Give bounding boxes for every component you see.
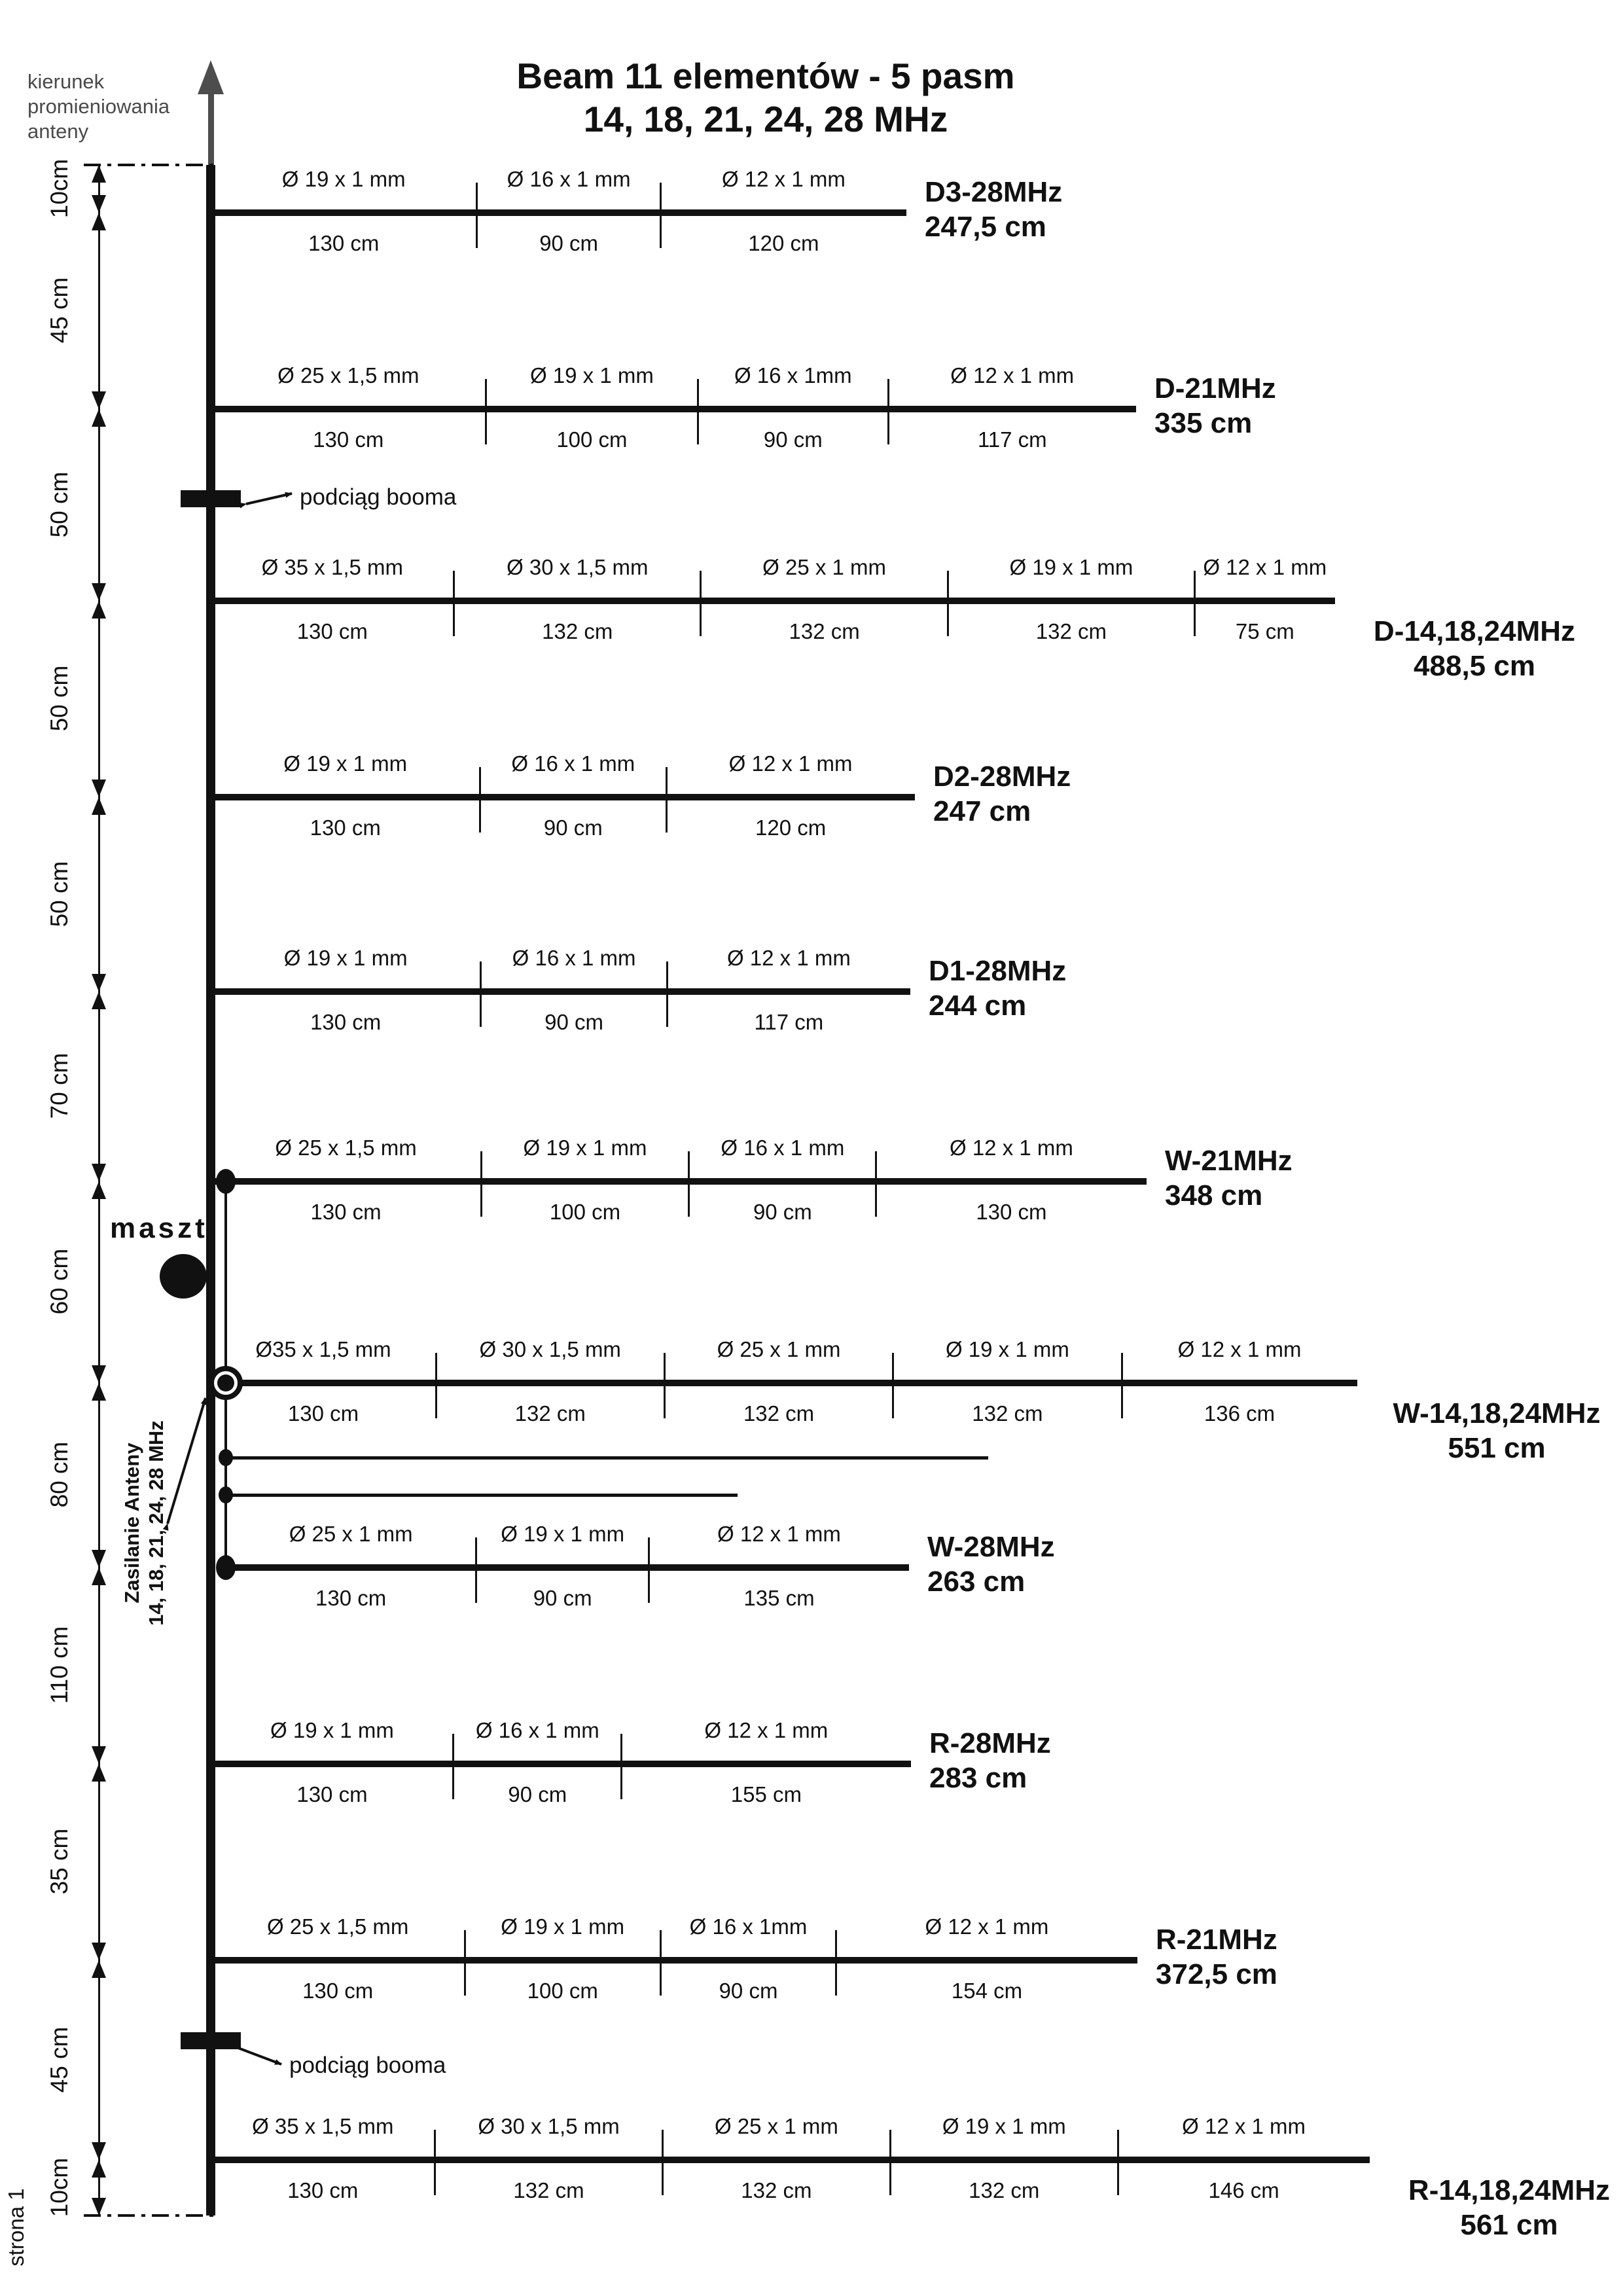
segment-diameter-label: Ø 19 x 1 mm xyxy=(523,1136,647,1160)
segment-diameter-label: Ø 12 x 1 mm xyxy=(721,167,846,191)
element-line-R-28MHz xyxy=(211,1761,911,1767)
segment-diameter-label: Ø 12 x 1 mm xyxy=(1203,555,1327,579)
dimension-arrow-up-icon xyxy=(92,409,106,427)
segment-divider-tick xyxy=(887,379,889,444)
segment-length-label: 90 cm xyxy=(543,816,603,840)
dimension-label: 80 cm xyxy=(46,1441,73,1508)
element-name-label-W-21MHz xyxy=(1165,1143,1407,1213)
boom-support-marker-2 xyxy=(181,2032,241,2049)
segment-divider-tick xyxy=(700,571,702,636)
segment-length-label: 90 cm xyxy=(544,1010,604,1034)
segment-length-label: 130 cm xyxy=(287,2178,359,2202)
segment-divider-tick xyxy=(485,379,487,444)
segment-length-label: 100 cm xyxy=(549,1200,621,1224)
feed-stub-dot xyxy=(219,1449,233,1466)
segment-diameter-label: Ø 12 x 1 mm xyxy=(950,363,1075,387)
segment-diameter-label: Ø 16 x 1 mm xyxy=(475,1718,599,1742)
segment-length-label: 130 cm xyxy=(310,1200,382,1224)
dimension-arrow-down-icon xyxy=(92,1943,106,1960)
dimension-arrow-down-icon xyxy=(92,1746,106,1764)
boom-support-marker-1 xyxy=(181,490,241,507)
segment-diameter-label: Ø 12 x 1 mm xyxy=(704,1718,829,1742)
segment-diameter-label: Ø 19 x 1 mm xyxy=(1009,555,1133,579)
dimension-arrow-down-icon xyxy=(92,195,106,213)
segment-divider-tick xyxy=(1194,571,1196,636)
dimension-arrow-down-icon xyxy=(92,1164,106,1181)
element-name: D-21MHz xyxy=(1154,372,1276,404)
segment-diameter-label: Ø 12 x 1 mm xyxy=(717,1522,841,1546)
element-total-length: 263 cm xyxy=(927,1566,1026,1598)
segment-diameter-label: Ø 25 x 1,5 mm xyxy=(266,1914,409,1939)
radiation-direction-line1: kierunek xyxy=(27,70,105,93)
feed-pointer xyxy=(168,1398,205,1524)
segment-divider-tick xyxy=(660,183,662,248)
segment-length-label: 132 cm xyxy=(741,2178,812,2202)
dimension-label: 10cm xyxy=(46,158,73,218)
segment-length-label: 90 cm xyxy=(533,1586,592,1610)
segment-diameter-label: Ø 16 x 1 mm xyxy=(507,167,631,191)
dimension-arrow-up-icon xyxy=(92,213,106,230)
segment-divider-tick xyxy=(660,1930,662,1996)
segment-divider-tick xyxy=(476,183,478,248)
element-line-W-14,18,24MHz xyxy=(211,1380,1357,1386)
segment-diameter-label: Ø 19 x 1 mm xyxy=(281,167,406,191)
dimension-arrow-up-icon xyxy=(92,601,106,619)
feed-point-dot xyxy=(216,1555,236,1580)
segment-divider-tick xyxy=(453,571,455,636)
segment-length-label: 130 cm xyxy=(296,619,368,643)
segment-length-label: 90 cm xyxy=(508,1782,567,1806)
segment-diameter-label: Ø 16 x 1mm xyxy=(689,1914,808,1939)
radiation-direction-line3: anteny xyxy=(27,120,89,143)
element-name: W-21MHz xyxy=(1165,1145,1293,1177)
boom-support-label-1: podciąg booma xyxy=(300,484,457,510)
segment-divider-tick xyxy=(664,1353,666,1418)
segment-diameter-label: Ø 12 x 1 mm xyxy=(1177,1337,1302,1361)
segment-length-label: 154 cm xyxy=(951,1979,1023,2003)
segment-diameter-label: Ø 19 x 1 mm xyxy=(501,1522,625,1546)
segment-divider-tick xyxy=(1121,1353,1123,1418)
segment-divider-tick xyxy=(434,2130,436,2195)
segment-diameter-label: Ø 35 x 1,5 mm xyxy=(261,555,403,579)
segment-length-label: 130 cm xyxy=(287,1401,359,1426)
dimension-label: 110 cm xyxy=(46,1626,73,1704)
element-total-length: 247 cm xyxy=(933,795,1031,827)
dimension-arrow-down-icon xyxy=(92,391,106,409)
segment-length-label: 90 cm xyxy=(753,1200,812,1224)
segment-diameter-label: Ø 25 x 1 mm xyxy=(714,2114,838,2138)
element-line-D1-28MHz xyxy=(211,988,910,995)
segment-length-label: 130 cm xyxy=(310,1010,382,1034)
segment-diameter-label: Ø 30 x 1,5 mm xyxy=(479,1337,621,1361)
segment-length-label: 100 cm xyxy=(527,1979,598,2003)
segment-divider-tick xyxy=(662,2130,664,2195)
segment-length-label: 132 cm xyxy=(789,619,860,643)
segment-diameter-label: Ø 12 x 1 mm xyxy=(925,1914,1049,1939)
segment-length-label: 132 cm xyxy=(972,1401,1043,1426)
element-name: W-14,18,24MHz xyxy=(1393,1397,1601,1429)
element-name-label-D-21MHz xyxy=(1154,371,1397,440)
segment-length-label: 130 cm xyxy=(308,231,380,255)
element-line-R-21MHz xyxy=(211,1957,1137,1964)
segment-length-label: 130 cm xyxy=(976,1200,1047,1224)
feed-stub-line xyxy=(226,1456,988,1460)
page-side-label: strona 1 xyxy=(4,2188,28,2267)
page-title-line2: 14, 18, 21, 24, 28 MHz xyxy=(583,99,948,139)
segment-diameter-label: Ø 35 x 1,5 mm xyxy=(252,2114,394,2138)
element-name-label-R-21MHz xyxy=(1156,1922,1398,1992)
segment-length-label: 132 cm xyxy=(513,2178,584,2202)
segment-diameter-label: Ø 19 x 1 mm xyxy=(501,1914,625,1939)
segment-length-label: 117 cm xyxy=(977,427,1047,452)
feed-stub-line xyxy=(226,1494,738,1497)
dimension-label: 50 cm xyxy=(46,861,73,927)
dimension-arrow-down-icon xyxy=(92,1550,106,1568)
segment-diameter-label: Ø 19 x 1 mm xyxy=(945,1337,1069,1361)
segment-diameter-label: Ø 16 x 1 mm xyxy=(512,946,636,970)
dimension-arrow-up-icon xyxy=(92,1960,106,1978)
segment-diameter-label: Ø 19 x 1 mm xyxy=(283,946,408,970)
segment-length-label: 90 cm xyxy=(719,1979,778,2003)
segment-divider-tick xyxy=(697,379,699,444)
segment-diameter-label: Ø 25 x 1 mm xyxy=(289,1522,413,1546)
element-total-length: 283 cm xyxy=(929,1762,1027,1794)
segment-length-label: 132 cm xyxy=(514,1401,586,1426)
segment-length-label: 130 cm xyxy=(310,816,381,840)
dimension-arrow-up-icon xyxy=(92,1568,106,1585)
dimension-arrow-up-icon xyxy=(92,165,106,183)
element-name: D1-28MHz xyxy=(929,955,1067,987)
segment-length-label: 132 cm xyxy=(1035,619,1107,643)
element-total-length: 244 cm xyxy=(929,990,1027,1022)
element-name: D3-28MHz xyxy=(925,176,1063,208)
segment-diameter-label: Ø 19 x 1 mm xyxy=(529,363,654,387)
element-name-label-D-14,18,24MHz xyxy=(1353,614,1596,683)
boom-support-pointer-1 xyxy=(246,493,292,504)
segment-diameter-label: Ø 12 x 1 mm xyxy=(726,946,851,970)
radiation-direction-line2: promieniowania xyxy=(27,95,170,118)
segment-divider-tick xyxy=(947,571,949,636)
dimension-arrow-up-icon xyxy=(92,797,106,815)
dimension-arrow-up-icon xyxy=(92,2160,106,2178)
segment-diameter-label: Ø 25 x 1,5 mm xyxy=(275,1136,417,1160)
dimension-arrow-up-icon xyxy=(92,1764,106,1782)
dimension-arrow-down-icon xyxy=(92,974,106,992)
segment-divider-tick xyxy=(435,1353,437,1418)
element-name: W-28MHz xyxy=(927,1531,1055,1563)
segment-divider-tick xyxy=(480,961,482,1027)
segment-length-label: 120 cm xyxy=(748,231,819,255)
element-name: R-14,18,24MHz xyxy=(1408,2174,1611,2206)
segment-divider-tick xyxy=(464,1930,466,1996)
segment-divider-tick xyxy=(648,1537,650,1603)
mast-label: maszt xyxy=(110,1212,208,1244)
segment-diameter-label: Ø 25 x 1 mm xyxy=(762,555,887,579)
feed-ring-dot-inner xyxy=(217,1374,234,1391)
segment-divider-tick xyxy=(892,1353,894,1418)
segment-length-label: 155 cm xyxy=(730,1782,802,1806)
dimension-arrow-down-icon xyxy=(92,780,106,797)
segment-diameter-label: Ø 16 x 1 mm xyxy=(511,751,635,776)
element-total-length: 247,5 cm xyxy=(925,211,1046,243)
dimension-label: 10cm xyxy=(46,2157,73,2217)
segment-length-label: 135 cm xyxy=(743,1586,815,1610)
segment-diameter-label: Ø 16 x 1 mm xyxy=(721,1136,845,1160)
element-total-length: 561 cm xyxy=(1460,2209,1558,2241)
element-name: R-21MHz xyxy=(1156,1924,1277,1956)
segment-divider-tick xyxy=(452,1734,454,1799)
element-total-length: 372,5 cm xyxy=(1156,1958,1277,1990)
feed-point-dot xyxy=(216,1169,236,1194)
segment-diameter-label: Ø35 x 1,5 mm xyxy=(255,1337,391,1361)
segment-diameter-label: Ø 25 x 1,5 mm xyxy=(277,363,419,387)
element-line-D2-28MHz xyxy=(211,794,915,800)
element-line-D-21MHz xyxy=(211,406,1136,412)
segment-length-label: 100 cm xyxy=(556,427,628,452)
segment-length-label: 130 cm xyxy=(315,1586,387,1610)
element-total-length: 335 cm xyxy=(1154,407,1253,439)
element-line-D3-28MHz xyxy=(211,209,906,216)
segment-length-label: 130 cm xyxy=(296,1782,368,1806)
feed-stub-dot xyxy=(219,1486,233,1503)
segment-length-label: 132 cm xyxy=(743,1401,815,1426)
segment-length-label: 120 cm xyxy=(755,816,827,840)
feed-label-line1: Zasilanie Anteny xyxy=(120,1443,143,1604)
element-line-W-28MHz xyxy=(226,1564,909,1571)
segment-length-label: 90 cm xyxy=(763,427,823,452)
dimension-label: 70 cm xyxy=(46,1052,73,1119)
element-name: D-14,18,24MHz xyxy=(1373,615,1576,647)
page-title-line1: Beam 11 elementów - 5 pasm xyxy=(516,56,1015,96)
dimension-arrow-down-icon xyxy=(92,583,106,601)
segment-length-label: 130 cm xyxy=(313,427,384,452)
segment-diameter-label: Ø 30 x 1,5 mm xyxy=(478,2114,620,2138)
dimension-label: 45 cm xyxy=(46,2026,73,2092)
segment-diameter-label: Ø 19 x 1 mm xyxy=(270,1718,394,1742)
dimension-arrow-down-icon xyxy=(92,2142,106,2160)
dimension-label: 60 cm xyxy=(46,1248,73,1315)
element-total-length: 348 cm xyxy=(1165,1179,1263,1211)
dimension-label: 50 cm xyxy=(46,471,73,537)
segment-divider-tick xyxy=(479,767,481,833)
element-line-W-21MHz xyxy=(211,1178,1147,1185)
segment-diameter-label: Ø 19 x 1 mm xyxy=(283,751,408,776)
segment-diameter-label: Ø 16 x 1mm xyxy=(734,363,852,387)
segment-divider-tick xyxy=(688,1151,690,1217)
feed-label-line2: 14, 18, 21, 24, 28 MHz xyxy=(145,1420,168,1626)
dimension-label: 45 cm xyxy=(46,277,73,344)
segment-divider-tick xyxy=(620,1734,622,1799)
element-line-R-14,18,24MHz xyxy=(211,2157,1370,2163)
segment-length-label: 130 cm xyxy=(302,1979,374,2003)
segment-length-label: 132 cm xyxy=(969,2178,1040,2202)
dimension-arrow-up-icon xyxy=(92,1383,106,1401)
dimension-label: 50 cm xyxy=(46,665,73,732)
segment-divider-tick xyxy=(889,2130,891,2195)
segment-divider-tick xyxy=(1117,2130,1119,2195)
segment-divider-tick xyxy=(666,961,668,1027)
segment-divider-tick xyxy=(475,1537,477,1603)
dimension-label: 35 cm xyxy=(46,1828,73,1895)
element-name-label-R-28MHz xyxy=(929,1726,1171,1795)
segment-diameter-label: Ø 12 x 1 mm xyxy=(1182,2114,1306,2138)
element-name-label-D3-28MHz xyxy=(925,175,1167,244)
segment-diameter-label: Ø 25 x 1 mm xyxy=(717,1337,841,1361)
element-name: R-28MHz xyxy=(929,1727,1051,1759)
element-name-label-R-14,18,24MHz xyxy=(1388,2173,1623,2242)
dimension-arrow-down-icon xyxy=(92,2198,106,2215)
element-total-length: 551 cm xyxy=(1448,1432,1546,1464)
segment-length-label: 117 cm xyxy=(754,1010,824,1034)
element-name: D2-28MHz xyxy=(933,761,1071,793)
dimension-arrow-up-icon xyxy=(92,992,106,1009)
segment-length-label: 90 cm xyxy=(539,231,599,255)
segment-diameter-label: Ø 12 x 1 mm xyxy=(728,751,853,776)
segment-length-label: 146 cm xyxy=(1208,2178,1279,2202)
segment-length-label: 132 cm xyxy=(542,619,613,643)
segment-divider-tick xyxy=(666,767,668,833)
element-line-D-14,18,24MHz xyxy=(211,598,1335,604)
element-name-label-D2-28MHz xyxy=(933,759,1175,829)
segment-length-label: 136 cm xyxy=(1204,1401,1275,1426)
segment-diameter-label: Ø 12 x 1 mm xyxy=(949,1136,1073,1160)
segment-divider-tick xyxy=(480,1151,482,1217)
element-name-label-D1-28MHz xyxy=(929,954,1171,1023)
dimension-arrow-up-icon xyxy=(92,1181,106,1199)
segment-diameter-label: Ø 19 x 1 mm xyxy=(942,2114,1066,2138)
dimension-arrow-down-icon xyxy=(92,1365,106,1383)
segment-divider-tick xyxy=(835,1930,837,1996)
segment-diameter-label: Ø 30 x 1,5 mm xyxy=(507,555,649,579)
element-total-length: 488,5 cm xyxy=(1414,650,1535,682)
element-name-label-W-14,18,24MHz xyxy=(1376,1396,1618,1465)
element-name-label-W-28MHz xyxy=(927,1530,1169,1599)
boom-support-label-2: podciąg booma xyxy=(289,2053,446,2078)
segment-length-label: 75 cm xyxy=(1235,619,1294,643)
segment-divider-tick xyxy=(875,1151,877,1217)
